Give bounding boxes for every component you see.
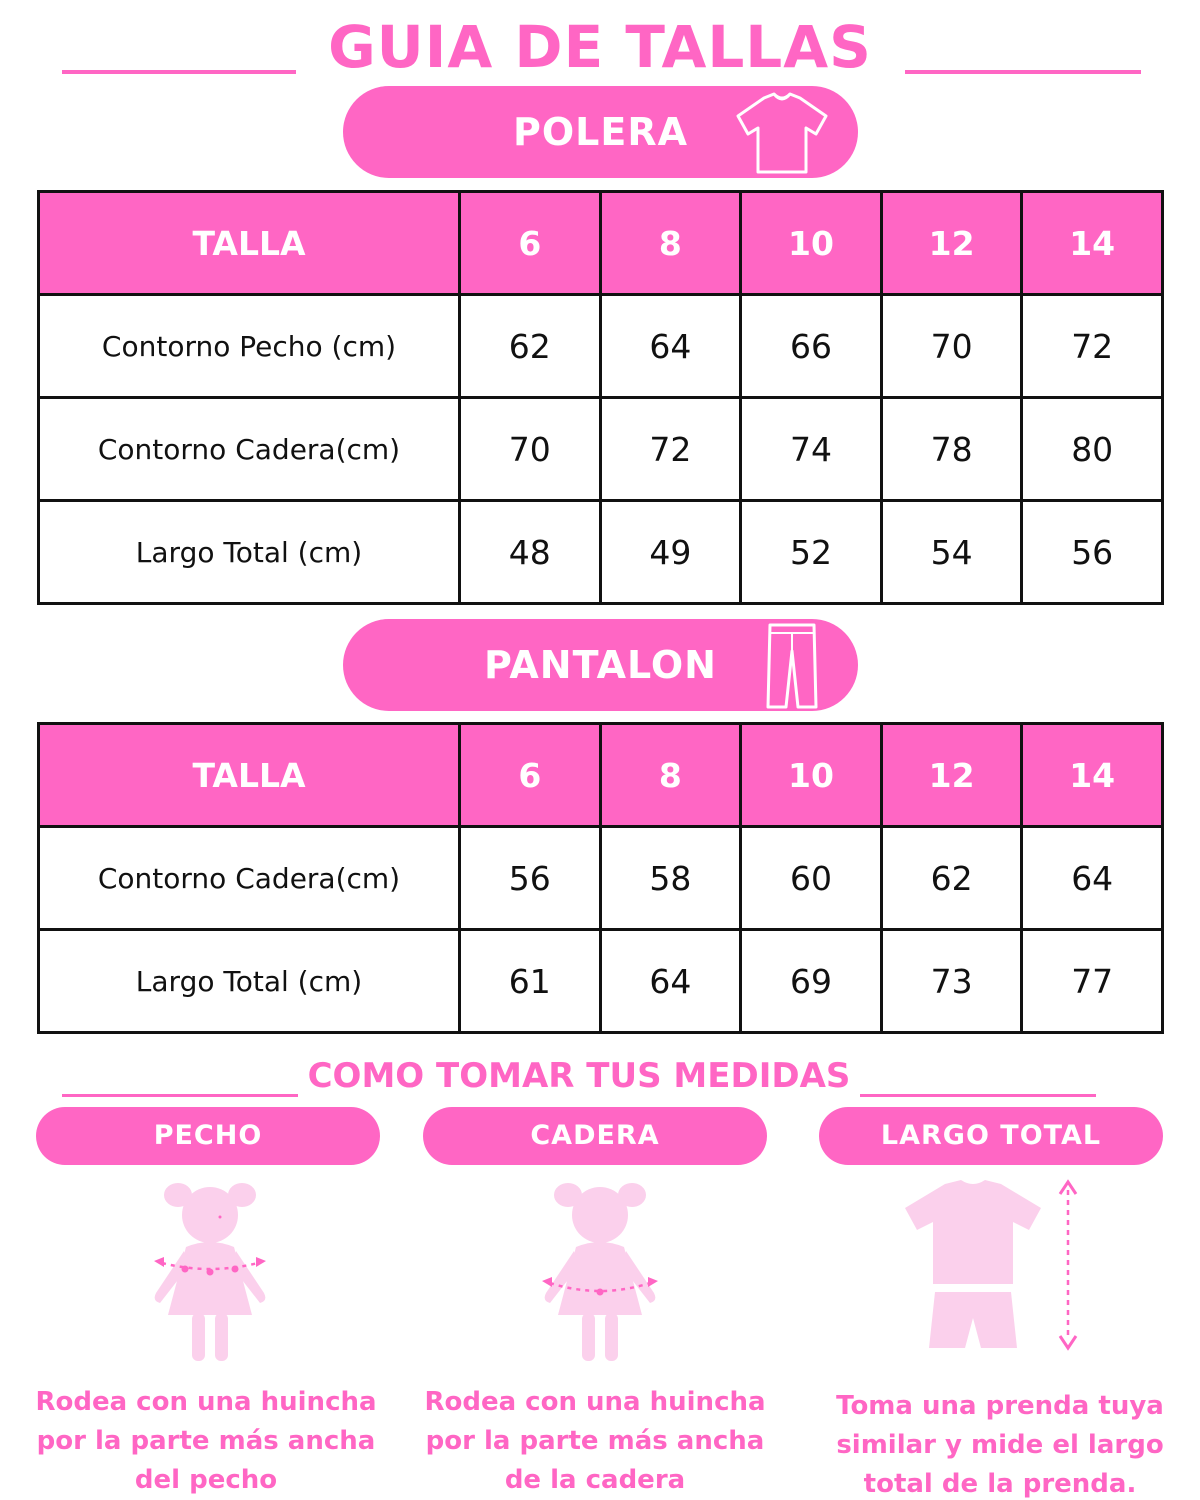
table-cell: 52 <box>741 501 882 604</box>
pecho-label: PECHO <box>153 1120 263 1151</box>
header-cell: 10 <box>741 724 882 827</box>
girl-hip-measure-icon <box>530 1175 670 1374</box>
largo-total-pill <box>819 1107 1163 1165</box>
girl-chest-measure-icon <box>140 1175 280 1374</box>
pantalon-label: PANTALON <box>484 643 717 687</box>
header-cell: 12 <box>881 192 1022 295</box>
table-cell: 61 <box>460 930 601 1033</box>
title-rule-left <box>62 70 296 74</box>
row-label: Contorno Cadera(cm) <box>39 398 460 501</box>
header-cell: 8 <box>600 192 741 295</box>
row-label: Contorno Pecho (cm) <box>39 295 460 398</box>
table-header-row <box>39 724 1163 827</box>
table-cell: 62 <box>881 827 1022 930</box>
table-header-row <box>39 192 1163 295</box>
table-cell: 80 <box>1022 398 1163 501</box>
table-cell: 64 <box>600 295 741 398</box>
table-cell: 64 <box>600 930 741 1033</box>
caption-line: total de la prenda. <box>863 1469 1137 1499</box>
title-row <box>0 14 1200 84</box>
table-cell: 66 <box>741 295 882 398</box>
table-cell: 64 <box>1022 827 1163 930</box>
table-cell: 74 <box>741 398 882 501</box>
table-cell: 69 <box>741 930 882 1033</box>
polera-label: POLERA <box>513 110 688 154</box>
table-row <box>39 827 1163 930</box>
table-cell: 62 <box>460 295 601 398</box>
table-cell: 77 <box>1022 930 1163 1033</box>
table-cell: 56 <box>460 827 601 930</box>
row-label: Largo Total (cm) <box>39 930 460 1033</box>
header-cell: 10 <box>741 192 882 295</box>
table-cell: 78 <box>881 398 1022 501</box>
polera-banner <box>343 86 858 178</box>
pecho-pill <box>36 1107 380 1165</box>
pantalon-size-table <box>37 722 1164 1034</box>
table-row <box>39 398 1163 501</box>
largo-total-label: LARGO TOTAL <box>880 1120 1102 1151</box>
table-cell: 56 <box>1022 501 1163 604</box>
table-cell: 60 <box>741 827 882 930</box>
header-cell: 12 <box>881 724 1022 827</box>
pecho-caption <box>26 1383 386 1500</box>
pantalon-banner <box>343 619 858 711</box>
caption-line: Rodea con una huincha <box>35 1387 377 1417</box>
page-title: GUIA DE TALLAS <box>328 13 872 81</box>
table-row <box>39 501 1163 604</box>
title-rule-right <box>905 70 1141 74</box>
cadera-label: CADERA <box>530 1120 660 1151</box>
header-cell: 8 <box>600 724 741 827</box>
table-cell: 72 <box>1022 295 1163 398</box>
header-cell: TALLA <box>39 724 460 827</box>
table-cell: 48 <box>460 501 601 604</box>
garment-length-measure-icon <box>905 1178 1095 1357</box>
caption-line: Toma una prenda tuya <box>836 1391 1164 1421</box>
caption-line: del pecho <box>134 1465 278 1495</box>
caption-line: por la parte más ancha <box>425 1426 765 1456</box>
row-label: Contorno Cadera(cm) <box>39 827 460 930</box>
table-cell: 70 <box>460 398 601 501</box>
header-cell: 6 <box>460 724 601 827</box>
how-to-title: COMO TOMAR TUS MEDIDAS <box>307 1056 851 1096</box>
how-to-rule-left <box>62 1094 298 1097</box>
table-cell: 49 <box>600 501 741 604</box>
how-to-rule-right <box>860 1094 1096 1097</box>
row-label: Largo Total (cm) <box>39 501 460 604</box>
caption-line: Rodea con una huincha <box>424 1387 766 1417</box>
header-cell: TALLA <box>39 192 460 295</box>
caption-line: por la parte más ancha <box>36 1426 376 1456</box>
header-cell: 14 <box>1022 724 1163 827</box>
how-to-heading-row <box>0 1050 1200 1100</box>
caption-line: similar y mide el largo <box>836 1430 1164 1460</box>
table-cell: 72 <box>600 398 741 501</box>
header-cell: 14 <box>1022 192 1163 295</box>
table-row <box>39 930 1163 1033</box>
table-cell: 73 <box>881 930 1022 1033</box>
table-row <box>39 295 1163 398</box>
caption-line: de la cadera <box>504 1465 686 1495</box>
table-cell: 54 <box>881 501 1022 604</box>
cadera-pill <box>423 1107 767 1165</box>
table-cell: 58 <box>600 827 741 930</box>
largo-total-caption <box>812 1387 1188 1500</box>
header-cell: 6 <box>460 192 601 295</box>
cadera-caption <box>415 1383 775 1500</box>
table-cell: 70 <box>881 295 1022 398</box>
polera-size-table <box>37 190 1164 605</box>
